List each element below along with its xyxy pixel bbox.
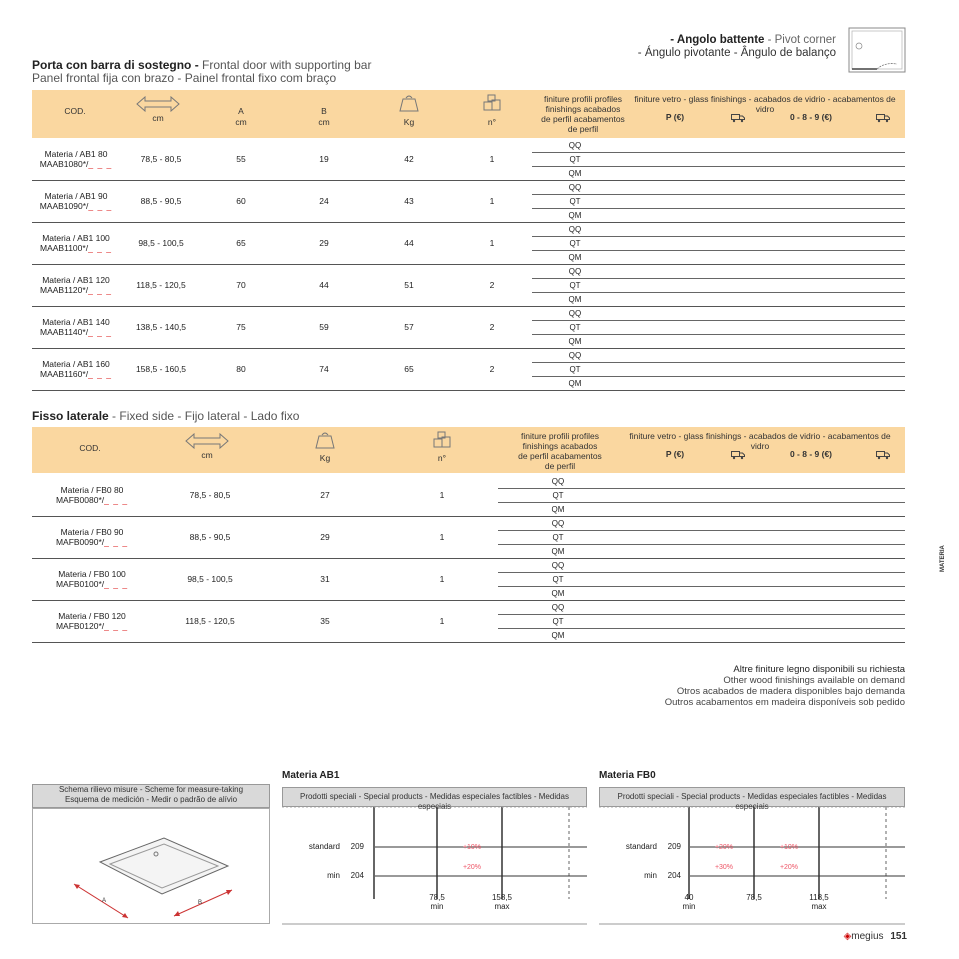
row-b: 59 bbox=[319, 322, 329, 332]
product-name: Materia / AB1 140 bbox=[42, 317, 110, 327]
finish-placeholder: _ _ _ bbox=[104, 537, 129, 547]
finish-divider bbox=[532, 208, 905, 209]
finish-divider bbox=[498, 488, 905, 489]
mid-width-value: 78,5 bbox=[746, 893, 762, 902]
page-number: 151 bbox=[890, 931, 907, 942]
increase-height-large: +20% bbox=[779, 864, 799, 871]
row-code-block bbox=[48, 611, 136, 631]
row-code-block bbox=[48, 569, 136, 589]
finish-code: QQ bbox=[568, 141, 582, 150]
finish-code: QQ bbox=[551, 477, 565, 486]
finish-divider bbox=[532, 278, 905, 279]
side-section-label: MATERIA bbox=[940, 545, 946, 572]
truck-icon bbox=[731, 114, 745, 123]
product-code bbox=[32, 285, 120, 295]
finish-divider bbox=[498, 544, 905, 545]
product-code-text: MAFB0090*/ bbox=[55, 537, 105, 547]
finish-code: QT bbox=[569, 323, 581, 332]
header-glass: finiture vetro - glass finishings - acabados de vidrio - acabamentos de vidro bbox=[629, 431, 891, 451]
finish-code: QQ bbox=[568, 309, 582, 318]
row-kg: 31 bbox=[320, 574, 330, 584]
standard-value: 209 bbox=[350, 842, 364, 851]
finish-code: QT bbox=[569, 155, 581, 164]
row-n: 2 bbox=[489, 280, 495, 290]
section-ab-title bbox=[32, 58, 371, 72]
finish-placeholder: _ _ _ bbox=[104, 579, 129, 589]
row-n: 1 bbox=[489, 238, 495, 248]
product-code-text: MAFB0080*/ bbox=[55, 495, 105, 505]
row-kg: 29 bbox=[320, 532, 330, 542]
row-width: 78,5 - 80,5 bbox=[189, 490, 231, 500]
header-b: B bbox=[321, 106, 327, 116]
finish-divider bbox=[532, 250, 905, 251]
packages-icon bbox=[482, 94, 502, 112]
row-code-block bbox=[32, 233, 120, 253]
scheme-header bbox=[32, 784, 270, 808]
width-arrows-icon bbox=[136, 96, 180, 112]
header-a: A bbox=[238, 106, 244, 116]
row-n: 2 bbox=[489, 322, 495, 332]
product-code bbox=[32, 243, 120, 253]
finish-divider bbox=[532, 376, 905, 377]
product-name: Materia / AB1 80 bbox=[44, 149, 108, 159]
brand-logo: ◈ bbox=[843, 931, 852, 942]
product-name: Materia / AB1 120 bbox=[42, 275, 110, 285]
standard-label: standard bbox=[625, 842, 657, 851]
row-a: 75 bbox=[236, 322, 246, 332]
finish-placeholder: _ _ _ bbox=[88, 285, 112, 295]
finishings-note bbox=[665, 664, 905, 708]
finish-code: QM bbox=[568, 253, 582, 262]
min-width-value: 40 bbox=[684, 893, 694, 902]
product-name: Materia / FB0 120 bbox=[58, 611, 126, 621]
dimension-a-label: A bbox=[102, 898, 107, 904]
note-line-en: Other wood finishings available on demand bbox=[723, 675, 905, 686]
product-name: Materia / FB0 100 bbox=[58, 569, 126, 579]
product-name: Materia / AB1 160 bbox=[42, 359, 110, 369]
finish-divider bbox=[532, 166, 905, 167]
product-code-text: MAAB1140*/ bbox=[40, 327, 89, 337]
scheme-title: Schema rilievo misure - Scheme for measure-taking bbox=[58, 785, 244, 794]
truck-icon bbox=[876, 114, 890, 123]
measure-scheme-diagram bbox=[32, 808, 270, 924]
brand-name: megius bbox=[851, 931, 884, 942]
header-profiles: finiture profili profiles finishings acabados de perfil acabamentos de perfil bbox=[518, 431, 602, 471]
row-a: 70 bbox=[236, 280, 246, 290]
specials-ab-header: Prodotti speciali - Special products - Medidas especiales factibles - Medidas especiais bbox=[282, 787, 587, 807]
row-width: 118,5 - 120,5 bbox=[136, 280, 186, 290]
dimension-b-label: B bbox=[198, 900, 203, 906]
corner-subtitle: - Ángulo pivotante - Ângulo de balanço bbox=[637, 47, 836, 59]
product-code bbox=[32, 159, 120, 169]
finish-placeholder: _ _ _ bbox=[88, 327, 112, 337]
row-n: 1 bbox=[489, 154, 495, 164]
finish-placeholder: _ _ _ bbox=[88, 369, 112, 379]
row-kg: 27 bbox=[320, 490, 330, 500]
row-code-block bbox=[48, 485, 136, 505]
min-label: min bbox=[327, 871, 340, 880]
min-width-label: min bbox=[682, 902, 696, 911]
finish-code: QM bbox=[551, 589, 565, 598]
row-a: 80 bbox=[236, 364, 246, 374]
header-range: 0 - 8 - 9 (€) bbox=[789, 112, 833, 122]
row-kg: 51 bbox=[404, 280, 414, 290]
specials-fb-title: Materia FB0 bbox=[599, 770, 656, 781]
product-code bbox=[48, 495, 136, 505]
increase-standard-large: +10% bbox=[779, 844, 799, 851]
row-divider bbox=[32, 390, 905, 391]
row-kg: 65 bbox=[404, 364, 414, 374]
specials-ab-chart bbox=[282, 807, 587, 925]
finish-placeholder: _ _ _ bbox=[88, 243, 112, 253]
finish-code: QQ bbox=[551, 603, 565, 612]
product-name: Materia / FB0 80 bbox=[60, 485, 124, 495]
min-width-label: min bbox=[430, 902, 444, 911]
row-n: 1 bbox=[489, 196, 495, 206]
product-code-text: MAAB1100*/ bbox=[40, 243, 89, 253]
product-code bbox=[32, 327, 120, 337]
finish-code: QM bbox=[551, 631, 565, 640]
finish-divider bbox=[498, 572, 905, 573]
row-divider bbox=[32, 516, 905, 517]
finish-placeholder: _ _ _ bbox=[88, 201, 113, 211]
increase-standard: +10% bbox=[462, 844, 482, 851]
finish-code: QM bbox=[568, 211, 582, 220]
finish-code: QM bbox=[568, 295, 582, 304]
row-width: 88,5 - 90,5 bbox=[140, 196, 182, 206]
finish-code: QT bbox=[552, 575, 564, 584]
finish-code: QT bbox=[569, 239, 581, 248]
header-kg: Kg bbox=[319, 453, 331, 463]
product-code-text: MAFB0100*/ bbox=[55, 579, 105, 589]
width-arrows-icon bbox=[185, 433, 229, 449]
finish-code: QT bbox=[552, 617, 564, 626]
finish-code: QM bbox=[551, 505, 565, 514]
header-a-unit: cm bbox=[235, 117, 247, 127]
min-value: 204 bbox=[350, 871, 364, 880]
finish-divider bbox=[532, 152, 905, 153]
finish-code: QT bbox=[552, 491, 564, 500]
header-kg: Kg bbox=[403, 117, 415, 127]
increase-height: +20% bbox=[462, 864, 482, 871]
row-a: 55 bbox=[236, 154, 246, 164]
specials-fb-header: Prodotti speciali - Special products - Medidas especiales factibles - Medidas especiais bbox=[599, 787, 905, 807]
row-width: 158,5 - 160,5 bbox=[135, 364, 187, 374]
weight-icon bbox=[315, 431, 335, 449]
row-n: 1 bbox=[439, 532, 445, 542]
row-a: 60 bbox=[236, 196, 246, 206]
note-line-es: Otros acabados de madera disponibles bajo demanda bbox=[676, 686, 905, 697]
row-width: 88,5 - 90,5 bbox=[189, 532, 231, 542]
min-label: min bbox=[644, 871, 657, 880]
min-value: 204 bbox=[667, 871, 681, 880]
max-width-label: max bbox=[811, 902, 827, 911]
finish-divider bbox=[498, 614, 905, 615]
finish-divider bbox=[532, 320, 905, 321]
product-code bbox=[48, 579, 136, 589]
row-divider bbox=[32, 306, 905, 307]
row-divider bbox=[32, 558, 905, 559]
finish-divider bbox=[532, 292, 905, 293]
section-fb-title-it: Fisso laterale bbox=[32, 409, 109, 423]
corner-title-en: - Pivot corner bbox=[764, 34, 836, 46]
note-line-pt: Outros acabamentos em madeira disponíveis sob pedido bbox=[664, 697, 905, 708]
finish-placeholder: _ _ _ bbox=[104, 495, 129, 505]
finish-code: QM bbox=[568, 169, 582, 178]
header-cod: COD. bbox=[79, 443, 101, 453]
section-fb-title bbox=[32, 409, 299, 423]
row-width: 138,5 - 140,5 bbox=[135, 322, 187, 332]
row-n: 2 bbox=[489, 364, 495, 374]
row-divider bbox=[32, 264, 905, 265]
finish-code: QQ bbox=[551, 519, 565, 528]
weight-icon bbox=[399, 94, 419, 112]
row-divider bbox=[32, 222, 905, 223]
finish-code: QM bbox=[568, 379, 582, 388]
header-glass: finiture vetro - glass finishings - acabados de vidrio - acabamentos de vidro bbox=[634, 94, 896, 114]
row-divider bbox=[32, 600, 905, 601]
row-n: 1 bbox=[439, 490, 445, 500]
pivot-corner-diagram bbox=[847, 26, 907, 74]
header-cm: cm bbox=[201, 450, 213, 460]
row-b: 74 bbox=[319, 364, 329, 374]
row-divider bbox=[32, 642, 905, 643]
packages-icon bbox=[432, 431, 452, 449]
row-code-block bbox=[32, 359, 120, 379]
row-code-block bbox=[32, 275, 120, 295]
section-ab-subtitle: Panel frontal fija con brazo - Painel frontal fixo com braço bbox=[32, 71, 337, 85]
finish-divider bbox=[532, 194, 905, 195]
product-code bbox=[32, 369, 120, 379]
row-b: 19 bbox=[319, 154, 329, 164]
header-cm: cm bbox=[152, 113, 164, 123]
product-code bbox=[48, 621, 136, 631]
max-width-label: max bbox=[494, 902, 510, 911]
section-fb-title-rest: - Fixed side - Fijo lateral - Lado fixo bbox=[108, 409, 300, 423]
finish-divider bbox=[498, 502, 905, 503]
row-kg: 35 bbox=[320, 616, 330, 626]
finish-code: QM bbox=[551, 547, 565, 556]
product-code-text: MAAB1080*/ bbox=[39, 159, 89, 169]
product-code-text: MAFB0120*/ bbox=[55, 621, 105, 631]
increase-standard-small: +20% bbox=[714, 844, 734, 851]
specials-ab-title: Materia AB1 bbox=[282, 770, 340, 781]
max-width-value: 158,5 bbox=[491, 893, 513, 902]
truck-icon bbox=[876, 451, 890, 460]
row-code-block bbox=[32, 149, 120, 169]
row-a: 65 bbox=[236, 238, 246, 248]
product-code bbox=[32, 201, 120, 211]
corner-heading bbox=[638, 34, 836, 60]
row-n: 1 bbox=[439, 574, 445, 584]
finish-code: QT bbox=[569, 365, 581, 374]
finish-code: QT bbox=[552, 533, 564, 542]
standard-value: 209 bbox=[667, 842, 681, 851]
standard-label: standard bbox=[308, 842, 340, 851]
truck-icon bbox=[731, 451, 745, 460]
max-width-value: 118,5 bbox=[809, 893, 829, 902]
row-width: 98,5 - 100,5 bbox=[187, 574, 233, 584]
row-kg: 43 bbox=[404, 196, 414, 206]
finish-code: QQ bbox=[568, 183, 582, 192]
finish-code: QT bbox=[569, 281, 581, 290]
row-b: 24 bbox=[319, 196, 329, 206]
finish-placeholder: _ _ _ bbox=[104, 621, 129, 631]
product-name: Materia / AB1 100 bbox=[42, 233, 110, 243]
finish-divider bbox=[498, 530, 905, 531]
row-code-block bbox=[48, 527, 136, 547]
row-b: 44 bbox=[319, 280, 329, 290]
row-width: 118,5 - 120,5 bbox=[185, 616, 235, 626]
header-n: n° bbox=[487, 117, 497, 127]
row-code-block bbox=[32, 191, 120, 211]
finish-code: QQ bbox=[568, 225, 582, 234]
finish-divider bbox=[532, 236, 905, 237]
page-footer bbox=[844, 931, 907, 942]
corner-title: - Angolo battente bbox=[670, 34, 765, 46]
finish-divider bbox=[532, 362, 905, 363]
product-code-text: MAAB1160*/ bbox=[40, 369, 89, 379]
header-profiles: finiture profili profiles finishings acabados de perfil acabamentos de perfil bbox=[541, 94, 625, 134]
finish-code: QQ bbox=[568, 351, 582, 360]
section-ab-title-en: Frontal door with supporting bar bbox=[198, 58, 372, 72]
row-kg: 57 bbox=[404, 322, 414, 332]
product-name: Materia / FB0 90 bbox=[60, 527, 124, 537]
min-width-value: 78,5 bbox=[429, 893, 445, 902]
finish-code: QQ bbox=[551, 561, 565, 570]
row-kg: 42 bbox=[404, 154, 414, 164]
increase-height-small: +30% bbox=[714, 864, 734, 871]
product-code-text: MAAB1090*/ bbox=[39, 201, 89, 211]
header-range: 0 - 8 - 9 (€) bbox=[789, 449, 833, 459]
specials-fb-chart bbox=[599, 807, 905, 925]
finish-code: QM bbox=[568, 337, 582, 346]
row-b: 29 bbox=[319, 238, 329, 248]
finish-code: QQ bbox=[568, 267, 582, 276]
finish-divider bbox=[498, 586, 905, 587]
finish-code: QT bbox=[569, 197, 581, 206]
row-divider bbox=[32, 180, 905, 181]
finish-divider bbox=[498, 628, 905, 629]
product-code-text: MAAB1120*/ bbox=[40, 285, 89, 295]
note-line-it: Altre finiture legno disponibili su richiesta bbox=[733, 664, 905, 675]
row-n: 1 bbox=[439, 616, 445, 626]
row-code-block bbox=[32, 317, 120, 337]
header-price: P (€) bbox=[665, 449, 685, 459]
finish-divider bbox=[532, 334, 905, 335]
header-n: n° bbox=[437, 453, 447, 463]
header-price: P (€) bbox=[665, 112, 685, 122]
row-divider bbox=[32, 348, 905, 349]
row-width: 78,5 - 80,5 bbox=[140, 154, 182, 164]
row-kg: 44 bbox=[404, 238, 414, 248]
header-b-unit: cm bbox=[318, 117, 330, 127]
header-cod: COD. bbox=[64, 106, 86, 116]
section-ab-title-it: Porta con barra di sostegno - bbox=[32, 58, 199, 72]
row-width: 98,5 - 100,5 bbox=[138, 238, 184, 248]
product-name: Materia / AB1 90 bbox=[44, 191, 108, 201]
finish-placeholder: _ _ _ bbox=[88, 159, 113, 169]
product-code bbox=[48, 537, 136, 547]
scheme-subtitle: Esquema de medición - Medir o padrão de alívio bbox=[64, 795, 238, 804]
